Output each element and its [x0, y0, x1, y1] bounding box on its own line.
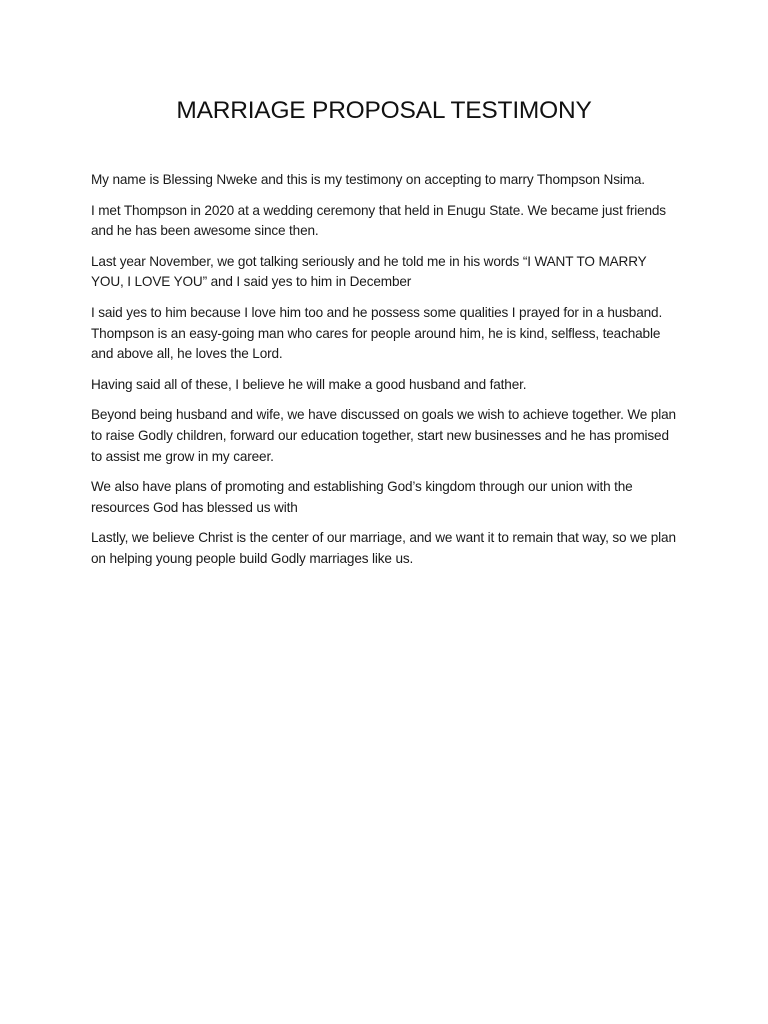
paragraph-belief: Having said all of these, I believe he will make a good husband and father. — [91, 376, 527, 392]
paragraph-goals: Beyond being husband and wife, we have discussed on goals we wish to achieve together. We plan to raise Godly children, forward our education together, start new businesses and he has promised to assist me grow in my career. — [91, 407, 676, 464]
paragraph-reasons: I said yes to him because I love him too and he possess some qualities I prayed for in a husband. Thompson is an easy-going man who cares for people around him, he is kind, selfless, teachable and above all, he loves the Lord. — [91, 304, 663, 362]
paragraph-plans: We also have plans of promoting and establishing God’s kingdom through our union with the resources God has blessed us with — [91, 479, 633, 515]
document-body — [91, 170, 681, 580]
paragraph-how-we-met: I met Thompson in 2020 at a wedding ceremony that held in Enugu State. We became just friends and he has been awesome since then. — [91, 202, 666, 239]
paragraph-conclusion: Lastly, we believe Christ is the center of our marriage, and we want it to remain that way, so we plan on helping young people build Godly marriages like us. — [91, 530, 676, 566]
paragraph-introduction: My name is Blessing Nweke and this is my testimony on accepting to marry Thompson Nsima. — [91, 172, 645, 187]
paragraph-proposal: Last year November, we got talking seriously and he told me in his words “I WANT TO MARRY YOU, I LOVE YOU” and I said yes to him in December — [91, 253, 647, 290]
document-title: MARRIAGE PROPOSAL TESTIMONY — [176, 97, 592, 124]
